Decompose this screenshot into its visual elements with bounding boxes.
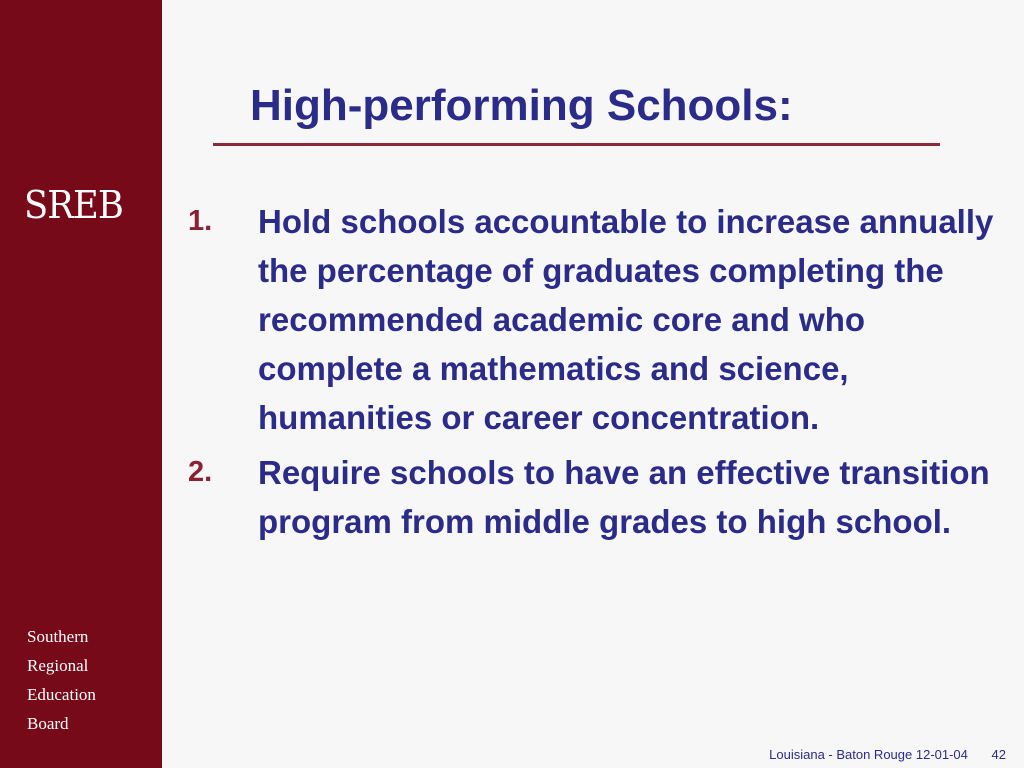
org-name-line: Board — [27, 714, 69, 733]
organization-name — [27, 622, 96, 738]
list-item-number: 1. — [188, 205, 213, 237]
slide-footer — [769, 747, 1006, 762]
org-name-line: Southern — [27, 627, 89, 646]
title-divider — [213, 143, 940, 146]
footer-caption: Louisiana - Baton Rouge 12-01-04 — [769, 747, 968, 762]
numbered-list — [188, 197, 1008, 552]
org-name-line: Education — [27, 685, 96, 704]
slide-title: High-performing Schools: — [250, 81, 793, 130]
list-item-number: 2. — [188, 456, 213, 488]
list-item — [188, 448, 1008, 546]
org-name-line: Regional — [27, 656, 89, 675]
list-item-text: Hold schools accountable to increase annually the percentage of graduates completing the recommended academic core and who complete a mathematics and science, humanities or career concentration. — [258, 203, 994, 436]
list-item-text: Require schools to have an effective transition program from middle grades to high school. — [258, 454, 990, 540]
list-item — [188, 197, 1008, 442]
sidebar — [0, 0, 162, 768]
page-number: 42 — [991, 747, 1006, 762]
sreb-logo: SREB — [24, 183, 123, 227]
